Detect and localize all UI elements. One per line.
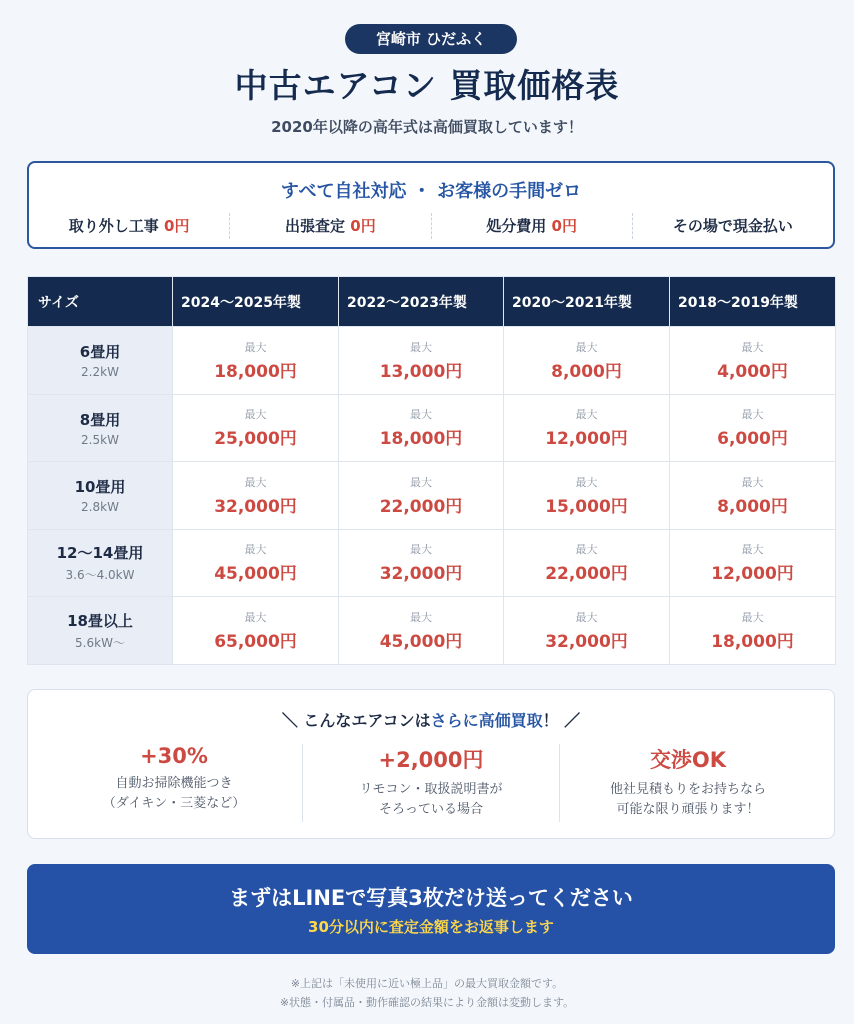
max-label: 最大 (575, 475, 598, 489)
max-label: 最大 (410, 475, 432, 489)
size-name: 8畳用 (79, 410, 121, 429)
bonus-item-auto-clean (46, 744, 303, 822)
table-row (28, 462, 836, 530)
bonus-desc-line: 可能な限り頑張ります！ (616, 802, 760, 817)
price-value: 15,000円 (545, 496, 628, 517)
table-row (28, 394, 836, 462)
price-value: 8,000円 (551, 361, 622, 382)
bonus-value: +2,000円 (378, 748, 484, 772)
price-cell (670, 327, 836, 395)
bonus-desc (303, 780, 559, 820)
price-value: 25,000円 (214, 429, 297, 450)
bonus-value: +30% (140, 744, 208, 768)
price-value: 12,000円 (711, 564, 794, 585)
store-badge: 宮崎市 ひだふく (345, 24, 517, 54)
bonus-desc (560, 780, 816, 820)
service-item-appraisal (230, 213, 431, 239)
price-value: 18,000円 (214, 361, 297, 382)
bonus-desc-line: （ダイキン・三菱など） (102, 796, 246, 811)
price-value: 45,000円 (379, 631, 463, 652)
service-item-removal (29, 213, 230, 239)
max-label: 最大 (741, 475, 764, 489)
table-header-year: 2022〜2023年製 (339, 277, 504, 327)
price-value: 18,000円 (379, 429, 463, 450)
price-value: 32,000円 (214, 496, 297, 517)
price-value: 8,000円 (717, 496, 788, 517)
service-item-label: その場で現金払い (672, 217, 793, 235)
price-cell (173, 327, 339, 395)
size-name: 6畳用 (79, 343, 121, 362)
price-cell (173, 529, 339, 597)
price-cell (339, 529, 504, 597)
max-label: 最大 (741, 408, 764, 422)
price-cell (504, 597, 670, 665)
page-title: 中古エアコン 買取価格表 (234, 66, 620, 105)
price-value: 32,000円 (545, 631, 628, 652)
size-kw: 2.5kW (81, 432, 119, 447)
footnotes (0, 974, 854, 1012)
size-cell (28, 394, 173, 462)
price-cell (670, 529, 836, 597)
bonus-desc-line: そろっている場合 (378, 802, 483, 817)
price-value: 22,000円 (379, 496, 463, 517)
max-label: 最大 (410, 610, 432, 624)
price-value: 13,000円 (379, 361, 463, 382)
price-cell (670, 394, 836, 462)
table-header-year: 2020〜2021年製 (504, 277, 670, 327)
size-cell (28, 529, 173, 597)
max-label: 最大 (410, 543, 432, 557)
bonus-desc-line: リモコン・取扱説明書が (359, 782, 503, 797)
bonus-heading-highlight: さらに高価買取 (430, 711, 543, 730)
price-cell (504, 327, 670, 395)
max-label: 最大 (410, 408, 432, 422)
price-cell (339, 394, 504, 462)
price-value: 18,000円 (711, 631, 794, 652)
price-value: 6,000円 (717, 429, 788, 450)
size-kw: 3.6〜4.0kW (65, 568, 135, 583)
table-header-year: 2024〜2025年製 (173, 277, 339, 327)
price-value: 65,000円 (214, 631, 297, 652)
bonus-value: 交渉OK (649, 748, 727, 772)
size-name: 18畳以上 (67, 611, 133, 630)
table-header-size: サイズ (28, 277, 173, 327)
size-cell (28, 327, 173, 395)
bonus-desc-line: 自動お掃除機能つき (115, 776, 233, 791)
line-cta-button[interactable] (27, 864, 835, 954)
price-cell (339, 327, 504, 395)
size-kw: 2.2kW (81, 365, 119, 380)
size-kw: 2.8kW (81, 500, 119, 515)
price-value: 4,000円 (717, 361, 788, 382)
price-value: 32,000円 (379, 564, 463, 585)
price-cell (670, 462, 836, 530)
table-row (28, 597, 836, 665)
bonus-item-remote (303, 744, 560, 822)
footnote: ※状態・付属品・動作確認の結果により金額は変動します。 (279, 996, 575, 1009)
max-label: 最大 (575, 408, 598, 422)
price-cell (339, 597, 504, 665)
max-label: 最大 (575, 543, 598, 557)
table-header-row (28, 277, 836, 327)
size-cell (28, 597, 173, 665)
service-item-value: 0円 (164, 217, 190, 235)
max-label: 最大 (244, 475, 267, 489)
price-cell (504, 529, 670, 597)
max-label: 最大 (244, 610, 267, 624)
max-label: 最大 (741, 340, 764, 354)
max-label: 最大 (244, 408, 267, 422)
service-item-value: 0円 (551, 217, 577, 235)
table-row (28, 327, 836, 395)
max-label: 最大 (741, 543, 764, 557)
price-cell (504, 394, 670, 462)
service-box (27, 161, 835, 249)
price-cell (173, 462, 339, 530)
cta-title: まずはLINEで写真3枚だけ送ってください (229, 886, 633, 910)
bonus-columns (46, 744, 816, 822)
size-name: 10畳用 (74, 478, 126, 497)
service-item-label: 出張査定 (285, 217, 351, 235)
bonus-box (27, 689, 835, 839)
size-name: 12〜14畳用 (56, 544, 144, 563)
max-label: 最大 (244, 543, 267, 557)
service-item-cash (633, 213, 833, 239)
bonus-heading-pre: ＼ こんなエアコンは (281, 711, 431, 730)
footnote: ※上記は「未使用に近い極上品」の最大買取金額です。 (290, 977, 564, 990)
service-item-value: 0円 (350, 217, 376, 235)
bonus-heading (28, 708, 834, 731)
bonus-desc-line: 他社見積もりをお持ちなら (609, 782, 766, 797)
max-label: 最大 (575, 340, 598, 354)
price-value: 45,000円 (214, 564, 297, 585)
bonus-heading-post: ！ ／ (542, 711, 581, 730)
price-cell (504, 462, 670, 530)
price-cell (173, 597, 339, 665)
service-item-label: 処分費用 (486, 217, 552, 235)
price-cell (670, 597, 836, 665)
service-item-disposal (432, 213, 633, 239)
price-table (27, 276, 836, 665)
max-label: 最大 (741, 610, 764, 624)
max-label: 最大 (575, 610, 598, 624)
service-items (29, 213, 833, 239)
bonus-desc (46, 774, 302, 814)
size-cell (28, 462, 173, 530)
service-heading: すべて自社対応 ・ お客様の手間ゼロ (280, 181, 582, 202)
price-cell (339, 462, 504, 530)
max-label: 最大 (410, 340, 432, 354)
table-row (28, 529, 836, 597)
price-value: 12,000円 (545, 429, 628, 450)
page-subtitle: 2020年以降の高年式は高価買取しています！ (271, 118, 583, 136)
table-header-year: 2018〜2019年製 (670, 277, 836, 327)
price-cell (173, 394, 339, 462)
price-value: 22,000円 (545, 564, 628, 585)
bonus-item-negotiation (560, 744, 816, 822)
size-kw: 5.6kW〜 (75, 635, 125, 650)
service-item-label: 取り外し工事 (68, 217, 165, 235)
cta-subtitle: 30分以内に査定金額をお返事します (308, 918, 554, 936)
max-label: 最大 (244, 340, 267, 354)
